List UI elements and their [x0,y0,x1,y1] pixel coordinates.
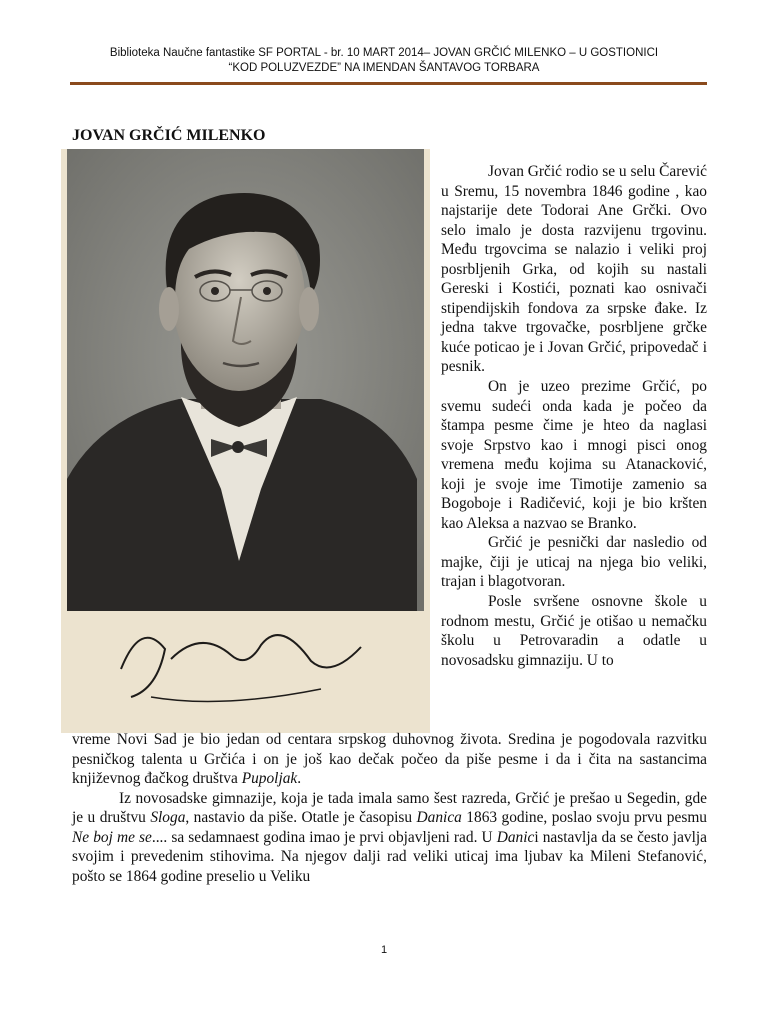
article-full-width-text [72,730,707,886]
italic-title: Danica [416,809,462,827]
page-number: 1 [380,944,388,956]
text-run: .... sa sedamnaest godina imao je prvi objavljeni rad. U [151,828,497,846]
italic-title: Ne boj me se [72,828,152,846]
italic-title: Danic [496,828,535,846]
text-run: 1863 godine, poslao svoju prvu pesmu [461,809,707,827]
text-run: Iz novosadske gimnazije, koja je tada imala samo šest razreda, Grčić je prešao u Segedin, gde je u društvu [72,789,707,827]
page-header [60,46,708,76]
portrait-photo [61,149,430,733]
paragraph [72,789,707,887]
text-run: , nastavio da piše. Otatle je časopisu [185,809,417,827]
header-rule [70,82,707,85]
text-run: vreme Novi Sad je bio jedan od centara srpskog duhovnog života. Sredina je pogodovala razvitku pesničkog talenta u Grčića i on je još kao dečak počeo da piše pesme i da i čita na sastancima književnog đačkog društva [72,731,707,788]
italic-title: Sloga [150,809,186,827]
article-title: JOVAN GRČIĆ MILENKO [72,127,266,144]
text-run: . [297,770,302,788]
article-column-text [441,162,707,670]
paragraph: Jovan Grčić rodio se u selu Čarević u Sremu, 15 novembra 1846 godine , kao najstarije dete Todorai Ane Grčki. Ovo selo imalo je dosta razvijenu trgovinu. Među trgovcima se nalazio i veliki proj posrbljenih Grka, od kojih su nastali Gereski i Kostići, poznati kao osnivači stipendijskih fondova za srpske đake. Iz jedna takve trgovačke, posrbljene grčke kuće poticao je i Jovan Grčić, pripovedač i pesnik. [441,163,707,376]
text-run: i nastavlja da se često javlja svojim i prevedenim stihovima. Na njegov dalji rad veliki uticaj ima ljubav ka Mileni Stefanović, pošto se 1864 godine preselio u Veliku [72,828,707,885]
header-line-1: Biblioteka Naučne fantastike SF PORTAL - br. 10 MART 2014– JOVAN GRČIĆ MILENKO – U GOSTIONICI [109,47,659,59]
italic-title: Pupoljak [241,770,298,788]
paragraph: Grčić je pesnički dar nasledio od majke, čiji je uticaj na njega bio veliki, trajan i blagotvoran. [441,534,707,591]
paragraph [72,730,707,789]
header-line-2: “KOD POLUZVEZDE” NA IMENDAN ŠANTAVOG TORBARA [228,62,540,74]
paragraph: Posle svršene osnovne škole u rodnom mestu, Grčić je otišao u nemačku školu u Petrovaradin a odatle u novosadsku gimnaziju. U to [441,593,707,669]
paragraph: On je uzeo prezime Grčić, po svemu sudeći onda kada je počeo da štampa pesme čime je hteo da naglasi svoje Srpstvo kao i mnogi pisci onog vremena među kojima su Atanacković, koji je svoje ime Timotije zamenio sa Bogoboje i Radičević, koji je bio kršten kao Aleksa a nazvao se Branko. [441,378,707,532]
